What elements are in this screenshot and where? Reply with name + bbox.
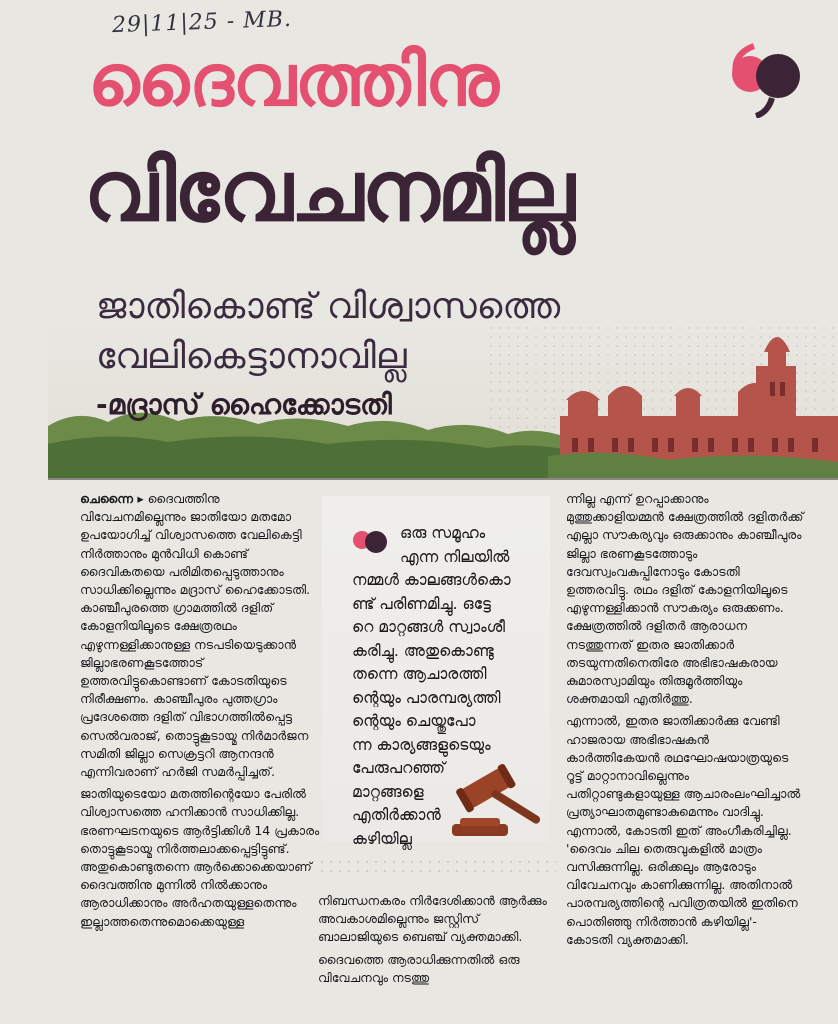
pull-quote-line: ന്റെയും ചെയ്തുപോ <box>352 712 476 730</box>
article-column-1 <box>80 490 320 935</box>
pull-quote-line: ന്റെയും പാരമ്പര്യത്തി <box>352 688 501 707</box>
pull-quote-line: മാറ്റങ്ങളെ <box>352 782 424 801</box>
article-column-2 <box>318 892 558 991</box>
attribution: -മദ്രാസ് ഹൈക്കോടതി <box>96 388 392 421</box>
dateline: ചെന്നൈ ▸ <box>80 491 144 506</box>
article-paragraph: ദൈവത്തെ ആരാധിക്കുന്നതിൽ ഒരു വിവേചനവും നടത്തു <box>318 951 520 985</box>
pull-quote-line: കരിച്ചു. അതുകൊണ്ടു <box>352 641 494 660</box>
article-paragraph: ജാതിയുടെയോ മതത്തിന്റെയോ പേരിൽ വിശ്വാസത്തെ ഹനിക്കാൻ സാധിക്കില്ല. ഭരണഘടനയുടെ ആർട്ടിക്കിൾ 14 പ്രകാരം തൊട്ടുകൂടായ്മ നിർത്തലാക്കപ്പെട്ടിട്ടുണ്ട്. അതുകൊണ്ടുതന്നെ ആർക്കൊക്കെയാണ് ദൈവത്തിനു മുന്നിൽ നിൽക്കാനും ആരാധിക്കാനും അർഹതയുള്ളതെന്നും ഇല്ലാത്തതെന്നുമൊക്കെയുള്ള <box>80 786 320 929</box>
article-paragraph: എന്നാൽ, ഇതര ജാതിക്കാർക്കു വേണ്ടി ഹാജരായ അഭിഭാഷകൻ കാർത്തികേയൻ രഥഘോഷയാത്രയുടെ റൂട്ട് മാറ്റാനാവില്ലെന്നും പതിറ്റാണ്ടുകളായുള്ള ആചാരംലംഘിച്ചാൽ പ്രത്യാഘാതമുണ്ടാകുമെന്നും വാദിച്ചു. എന്നാൽ, കോടതി ഇത് അംഗീകരിച്ചില്ല. 'ദൈവം ചില തെരുവുകളിൽ മാത്രം വസിക്കുന്നില്ല. ഒരിക്കലും ആരോടും വിവേചനവും കാണിക്കുന്നില്ല. അതിനാൽ പാരമ്പര്യത്തിന്റെ പവിത്രതയിൽ ഇതിനെ പൊതിഞ്ഞു നിർത്താൻ കഴിയില്ല'- കോടതി വ്യക്തമാക്കി. <box>566 713 801 947</box>
pull-quote-line: പേരുപറഞ്ഞ് <box>352 759 446 777</box>
pull-quote-line: ണ്ട് പരിണമിച്ചു. ഒട്ടേ <box>352 594 491 613</box>
paragraph-text: ദൈവത്തിനു വിവേചനമില്ലെന്നും ജാതിയോ മതമോ ഉപയോഗിച്ച് വിശ്വാസത്തെ വേലികെട്ടി നിർത്താനും മുൻവിധി കൊണ്ട് ദൈവികതയെ പരിമിതപ്പെടുത്താനും സാധിക്കില്ലെന്നും മദ്രാസ് ഹൈക്കോടതി. കാഞ്ചീപുരത്തെ ഗ്രാമത്തിൽ ദളിത് കോളനിയിലൂടെ ക്ഷേത്രരഥം എഴുന്നള്ളിക്കാനുള്ള നടപടിയെടുക്കാൻ ജില്ലാഭരണകൂടത്തോട് ഉത്തരവിട്ടുകൊണ്ടാണ് കോടതിയുടെ നിരീക്ഷണം. കാഞ്ചീപുരം പുത്തഗ്രാം പ്രദേശത്തെ ദളിത് വിഭാഗത്തിൽപ്പെട്ട സെൽവരാജ്, തൊട്ടുകൂടായ്മ നിർമാർജന സമിതി ജില്ലാ സെക്രട്ടറി ആനന്ദൻ എന്നിവരാണ് ഹർജി സമർപ്പിച്ചത്. <box>80 491 311 780</box>
quote-mark-icon <box>728 40 806 118</box>
subheadline-line-2: വേലികെട്ടാനാവില്ല <box>96 336 407 377</box>
article-column-3 <box>566 490 806 953</box>
headline-divider <box>48 478 838 480</box>
headline-line-2: വിവേചനമില്ല <box>84 142 573 240</box>
pull-quote-line: എന്ന നിലയിൽ <box>400 547 510 566</box>
pull-quote-line: കഴിയില്ല <box>352 829 412 848</box>
handwritten-date-note: 29|11|25 - MB. <box>111 6 293 39</box>
separator-dots <box>320 860 556 876</box>
gavel-icon <box>448 758 548 840</box>
article-paragraph: നിബന്ധനകരം നിർദേശിക്കാൻ ആർക്കും അവകാശമില്ലെന്നും ജസ്റ്റിസ് ബാലാജിയുടെ ബെഞ്ച് വ്യക്തമാക്കി. <box>318 893 547 945</box>
pull-quote-line: ന്ന കാര്യങ്ങളുടെയും <box>352 735 491 754</box>
headline-line-1: ദൈവത്തിനു <box>88 38 498 122</box>
subheadline <box>96 282 560 382</box>
pull-quote-line: എതിർക്കാൻ <box>352 806 441 824</box>
article-paragraph: ന്നില്ല എന്ന് ഉറപ്പാക്കാനും മുത്തുക്കാളിയമ്മൻ ക്ഷേത്രത്തിൽ ദളിതർക്ക് എല്ലാ സൗകര്യവും ഒരുക്കാനും കാഞ്ചീപുരം ജില്ലാ ഭരണകൂടത്തോടും ദേവസ്വംവകുപ്പിനോടും കോടതി ഉത്തരവിട്ടു. രഥം ദളിത് കോളനിയിലൂടെ എഴുന്നള്ളിക്കാൻ സൗകര്യം ഒരുക്കണം. ക്ഷേത്രത്തിൽ ദളിതർ ആരാധന നടത്തുന്നത് ഇതര ജാതിക്കാർ തടയുന്നതിനെതിരേ അഭിഭാഷകരായ കുമാരസ്വാമിയും തിരുമൂർത്തിയും ശക്തമായി എതിർത്തു. <box>566 491 804 707</box>
pull-quote-line: തന്നെ ആചാരത്തി <box>352 665 487 683</box>
pull-quote-line: നമ്മൾ കാലങ്ങൾകൊ <box>352 571 511 589</box>
subheadline-line-1: ജാതികൊണ്ട് വിശ്വാസത്തെ <box>96 286 561 327</box>
pull-quote-line: ഒരു സമൂഹം <box>400 524 486 542</box>
article-paragraph <box>80 490 320 781</box>
pull-quote-line: റെ മാറ്റങ്ങൾ സ്വാംശീ <box>352 618 505 636</box>
